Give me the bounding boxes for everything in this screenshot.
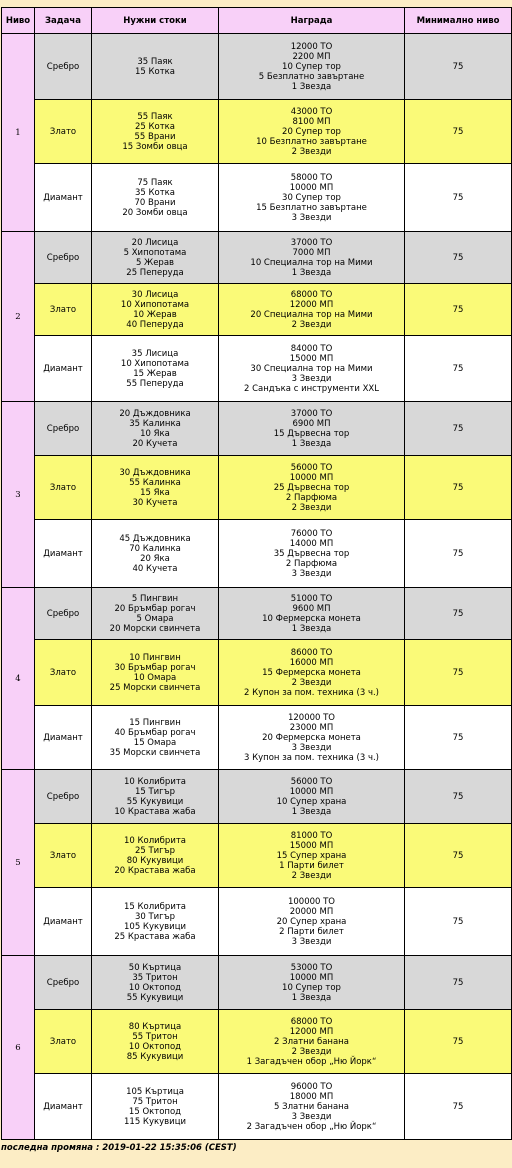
goods-line: 35 Тритон — [132, 972, 178, 983]
reward-line: 76000 ТО — [290, 528, 333, 539]
goods-line: 85 Кукувици — [126, 1051, 184, 1062]
header-row — [2, 8, 512, 34]
reward-line: 2 Звезди — [291, 502, 332, 513]
goods-cell — [92, 888, 219, 956]
goods-cell — [92, 402, 219, 456]
min-level-cell: 75 — [405, 706, 512, 770]
min-level-cell: 75 — [405, 232, 512, 284]
goods-line: 55 Кукувици — [126, 796, 184, 807]
level-cell: 4 — [2, 588, 35, 770]
reward-line: 12000 МП — [289, 1026, 334, 1037]
goods-line: 20 Яка — [140, 553, 170, 564]
reward-line: 15000 МП — [289, 353, 334, 364]
goods-line: 5 Пингвин — [131, 593, 179, 604]
min-level-cell: 75 — [405, 520, 512, 588]
reward-line: 100000 ТО — [287, 896, 336, 907]
table-row — [2, 284, 512, 336]
task-cell: Злато — [35, 284, 92, 336]
goods-line: 10 Колибрита — [123, 835, 187, 846]
task-cell: Диамант — [35, 164, 92, 232]
reward-line: 10 Супер тор — [282, 982, 341, 993]
reward-line: 9600 МП — [292, 603, 331, 614]
task-cell: Злато — [35, 1010, 92, 1074]
goods-line: 40 Бръмбар рогач — [114, 727, 196, 738]
goods-line: 115 Кукувици — [124, 1116, 186, 1127]
goods-line: 20 Дъждовника — [119, 408, 191, 419]
table-row — [2, 34, 512, 100]
reward-cell — [219, 100, 405, 164]
goods-line: 10 Жерав — [133, 309, 177, 320]
reward-cell — [219, 164, 405, 232]
goods-line: 20 Морски свинчета — [109, 623, 201, 634]
goods-line: 10 Октопод — [128, 1041, 182, 1052]
reward-line: 10000 МП — [289, 182, 334, 193]
reward-line: 14000 МП — [289, 538, 334, 549]
goods-line: 20 Кучета — [132, 438, 178, 449]
table-row — [2, 1010, 512, 1074]
goods-line: 10 Яка — [140, 428, 170, 439]
reward-cell — [219, 956, 405, 1010]
reward-line: 35 Дървесна тор — [273, 548, 350, 559]
table-row — [2, 706, 512, 770]
reward-line: 51000 ТО — [290, 593, 333, 604]
table-row — [2, 456, 512, 520]
task-cell: Злато — [35, 456, 92, 520]
table-row — [2, 588, 512, 640]
goods-line: 30 Дъждовника — [119, 467, 191, 478]
reward-line: 12000 МП — [289, 299, 334, 310]
header-min-level: Минимално ниво — [405, 8, 512, 34]
reward-line: 30 Специална тор на Мими — [250, 363, 373, 374]
reward-cell — [219, 520, 405, 588]
goods-line: 15 Тигър — [134, 786, 176, 797]
reward-line: 20 Фермерска монета — [262, 732, 361, 743]
reward-line: 120000 ТО — [287, 712, 336, 723]
reward-line: 1 Звезда — [291, 806, 332, 817]
table-row — [2, 520, 512, 588]
goods-line: 40 Кучета — [132, 563, 178, 574]
reward-line: 3 Звезди — [291, 936, 332, 947]
level-cell: 2 — [2, 232, 35, 402]
reward-line: 15 Фермерска монета — [262, 667, 361, 678]
reward-line: 2200 МП — [292, 51, 331, 62]
goods-line: 40 Пеперуда — [126, 319, 184, 330]
goods-cell — [92, 284, 219, 336]
goods-line: 80 Къртица — [128, 1021, 182, 1032]
table-row — [2, 100, 512, 164]
reward-line: 1 Звезда — [291, 81, 332, 92]
goods-line: 55 Паяк — [137, 111, 173, 122]
task-cell: Диамант — [35, 520, 92, 588]
goods-line: 20 Лисица — [131, 237, 179, 248]
goods-cell — [92, 824, 219, 888]
min-level-cell: 75 — [405, 34, 512, 100]
reward-line: 2 Парти билет — [279, 926, 344, 937]
reward-cell — [219, 232, 405, 284]
reward-line: 3 Звезди — [291, 373, 332, 384]
min-level-cell: 75 — [405, 1010, 512, 1074]
table-row — [2, 232, 512, 284]
goods-line: 75 Тритон — [132, 1096, 178, 1107]
task-cell: Диамант — [35, 706, 92, 770]
goods-line: 70 Калинка — [129, 543, 181, 554]
reward-cell — [219, 588, 405, 640]
reward-line: 53000 ТО — [290, 962, 333, 973]
table-row — [2, 164, 512, 232]
min-level-cell: 75 — [405, 402, 512, 456]
reward-line: 10 Фермерска монета — [262, 613, 361, 624]
rewards-table — [1, 7, 512, 1140]
goods-line: 25 Морски свинчета — [109, 682, 201, 693]
table-row — [2, 956, 512, 1010]
reward-cell — [219, 706, 405, 770]
reward-line: 5 Златни банана — [274, 1101, 349, 1112]
min-level-cell: 75 — [405, 888, 512, 956]
reward-line: 10 Супер тор — [282, 61, 341, 72]
table-row — [2, 640, 512, 706]
reward-cell — [219, 402, 405, 456]
min-level-cell: 75 — [405, 284, 512, 336]
reward-line: 16000 МП — [289, 657, 334, 668]
goods-line: 10 Хипопотама — [120, 358, 190, 369]
reward-line: 15 Супер храна — [276, 850, 347, 861]
goods-line: 55 Врани — [134, 131, 176, 142]
reward-line: 81000 ТО — [290, 830, 333, 841]
min-level-cell: 75 — [405, 770, 512, 824]
reward-line: 37000 ТО — [290, 237, 333, 248]
reward-cell — [219, 770, 405, 824]
goods-line: 15 Котка — [134, 66, 176, 77]
goods-line: 10 Крастава жаба — [114, 806, 196, 817]
reward-line: 68000 ТО — [290, 1016, 333, 1027]
reward-line: 2 Парфюма — [285, 558, 338, 569]
task-cell: Сребро — [35, 588, 92, 640]
goods-line: 20 Бръмбар рогач — [114, 603, 196, 614]
task-cell: Сребро — [35, 34, 92, 100]
goods-line: 15 Октопод — [128, 1106, 182, 1117]
reward-cell — [219, 640, 405, 706]
task-cell: Злато — [35, 100, 92, 164]
min-level-cell: 75 — [405, 456, 512, 520]
reward-line: 20 Супер тор — [282, 126, 341, 137]
reward-cell — [219, 284, 405, 336]
goods-line: 10 Колибрита — [123, 776, 187, 787]
goods-cell — [92, 164, 219, 232]
goods-cell — [92, 232, 219, 284]
goods-cell — [92, 1010, 219, 1074]
reward-line: 56000 ТО — [290, 462, 333, 473]
goods-line: 80 Кукувици — [126, 855, 184, 866]
reward-line: 20 Специална тор на Мими — [250, 309, 373, 320]
reward-line: 2 Звезди — [291, 870, 332, 881]
reward-line: 15000 МП — [289, 840, 334, 851]
reward-line: 15 Дървесна тор — [273, 428, 350, 439]
goods-line: 20 Крастава жаба — [114, 865, 196, 876]
reward-line: 86000 ТО — [290, 647, 333, 658]
task-cell: Диамант — [35, 888, 92, 956]
goods-line: 20 Зомби овца — [122, 207, 188, 218]
reward-line: 2 Звезди — [291, 1046, 332, 1057]
goods-line: 45 Дъждовника — [119, 533, 191, 544]
reward-line: 2 Звезди — [291, 146, 332, 157]
goods-cell — [92, 956, 219, 1010]
goods-line: 30 Лисица — [131, 289, 179, 300]
reward-line: 10000 МП — [289, 972, 334, 983]
goods-line: 15 Зомби овца — [122, 141, 188, 152]
goods-line: 35 Паяк — [137, 56, 173, 67]
goods-cell — [92, 706, 219, 770]
reward-line: 2 Звезди — [291, 319, 332, 330]
goods-line: 10 Пингвин — [129, 652, 181, 663]
goods-line: 15 Пингвин — [129, 717, 181, 728]
task-cell: Сребро — [35, 956, 92, 1010]
goods-line: 15 Жерав — [133, 368, 177, 379]
goods-line: 105 Кукувици — [124, 921, 186, 932]
goods-line: 35 Котка — [134, 187, 176, 198]
last-modified: последна промяна : 2019-01-22 15:35:06 (CEST) — [1, 1143, 237, 1153]
reward-line: 1 Парти билет — [279, 860, 344, 871]
task-cell: Злато — [35, 824, 92, 888]
reward-line: 2 Загадъчен обор „Ню Йорк“ — [246, 1121, 377, 1132]
goods-cell — [92, 100, 219, 164]
level-cell: 1 — [2, 34, 35, 232]
goods-line: 5 Хипопотама — [123, 247, 187, 258]
goods-line: 10 Омара — [133, 672, 177, 683]
reward-line: 1 Звезда — [291, 992, 332, 1003]
reward-cell — [219, 456, 405, 520]
reward-line: 68000 ТО — [290, 289, 333, 300]
reward-line: 96000 ТО — [290, 1081, 333, 1092]
goods-cell — [92, 770, 219, 824]
reward-line: 2 Звезди — [291, 677, 332, 688]
reward-cell — [219, 824, 405, 888]
goods-line: 35 Калинка — [129, 418, 181, 429]
task-cell: Диамант — [35, 1074, 92, 1140]
reward-line: 3 Звезди — [291, 568, 332, 579]
goods-line: 15 Колибрита — [123, 901, 187, 912]
goods-line: 25 Тигър — [134, 845, 176, 856]
table-row — [2, 888, 512, 956]
min-level-cell: 75 — [405, 588, 512, 640]
task-cell: Диамант — [35, 336, 92, 402]
reward-line: 3 Звезди — [291, 742, 332, 753]
reward-line: 1 Загадъчен обор „Ню Йорк“ — [246, 1056, 377, 1067]
goods-line: 10 Октопод — [128, 982, 182, 993]
reward-line: 10000 МП — [289, 786, 334, 797]
reward-line: 3 Звезди — [291, 212, 332, 223]
goods-line: 50 Къртица — [128, 962, 182, 973]
goods-cell — [92, 34, 219, 100]
reward-line: 15 Безплатно завъртане — [256, 202, 367, 213]
reward-line: 56000 ТО — [290, 776, 333, 787]
goods-line: 5 Омара — [136, 613, 174, 624]
level-cell: 6 — [2, 956, 35, 1140]
goods-line: 15 Омара — [133, 737, 177, 748]
table-row — [2, 336, 512, 402]
reward-line: 7000 МП — [292, 247, 331, 258]
reward-cell — [219, 1074, 405, 1140]
goods-line: 5 Жерав — [135, 257, 175, 268]
reward-line: 20 Супер храна — [276, 916, 347, 927]
reward-line: 23000 МП — [289, 722, 334, 733]
reward-line: 84000 ТО — [290, 343, 333, 354]
reward-line: 10 Специална тор на Мими — [250, 257, 373, 268]
goods-cell — [92, 336, 219, 402]
min-level-cell: 75 — [405, 824, 512, 888]
reward-line: 12000 ТО — [290, 41, 333, 52]
reward-line: 30 Супер тор — [282, 192, 341, 203]
task-cell: Злато — [35, 640, 92, 706]
reward-cell — [219, 336, 405, 402]
reward-line: 8100 МП — [292, 116, 331, 127]
goods-cell — [92, 1074, 219, 1140]
header-task: Задача — [35, 8, 92, 34]
goods-line: 25 Пеперуда — [126, 267, 184, 278]
reward-line: 3 Купон за пом. техника (3 ч.) — [244, 752, 379, 763]
goods-line: 55 Кукувици — [126, 992, 184, 1003]
table-body — [2, 34, 512, 1140]
table-row — [2, 402, 512, 456]
min-level-cell: 75 — [405, 1074, 512, 1140]
goods-line: 25 Котка — [134, 121, 176, 132]
reward-line: 25 Дървесна тор — [273, 482, 350, 493]
reward-line: 6900 МП — [292, 418, 331, 429]
header-level: Ниво — [2, 8, 35, 34]
min-level-cell: 75 — [405, 164, 512, 232]
reward-cell — [219, 1010, 405, 1074]
level-cell: 5 — [2, 770, 35, 956]
task-cell: Сребро — [35, 402, 92, 456]
table-row — [2, 770, 512, 824]
reward-line: 10000 МП — [289, 472, 334, 483]
reward-line: 2 Купон за пом. техника (3 ч.) — [244, 687, 379, 698]
goods-line: 35 Морски свинчета — [109, 747, 201, 758]
goods-line: 55 Калинка — [129, 477, 181, 488]
goods-line: 55 Пеперуда — [126, 378, 184, 389]
reward-line: 18000 МП — [289, 1091, 334, 1102]
reward-line: 2 Сандъка с инструменти XXL — [243, 383, 379, 394]
header-goods: Нужни стоки — [92, 8, 219, 34]
goods-line: 15 Яка — [140, 487, 170, 498]
reward-cell — [219, 34, 405, 100]
level-cell: 3 — [2, 402, 35, 588]
goods-line: 55 Тритон — [132, 1031, 178, 1042]
table-row — [2, 1074, 512, 1140]
header-reward: Награда — [219, 8, 405, 34]
reward-line: 58000 ТО — [290, 172, 333, 183]
reward-line: 43000 ТО — [290, 106, 333, 117]
task-cell: Сребро — [35, 232, 92, 284]
goods-line: 35 Лисица — [131, 348, 179, 359]
reward-line: 1 Звезда — [291, 267, 332, 278]
reward-line: 10 Супер храна — [276, 796, 347, 807]
reward-line: 3 Звезди — [291, 1111, 332, 1122]
goods-cell — [92, 588, 219, 640]
goods-line: 105 Къртица — [126, 1086, 184, 1097]
reward-line: 2 Златни банана — [274, 1036, 349, 1047]
goods-line: 70 Врани — [134, 197, 176, 208]
goods-cell — [92, 520, 219, 588]
table-row — [2, 824, 512, 888]
reward-cell — [219, 888, 405, 956]
goods-line: 10 Хипопотама — [120, 299, 190, 310]
min-level-cell: 75 — [405, 640, 512, 706]
reward-line: 5 Безплатно завъртане — [258, 71, 365, 82]
goods-line: 30 Кучета — [132, 497, 178, 508]
goods-line: 30 Тигър — [134, 911, 176, 922]
min-level-cell: 75 — [405, 956, 512, 1010]
reward-line: 1 Звезда — [291, 438, 332, 449]
goods-line: 25 Крастава жаба — [114, 931, 196, 942]
min-level-cell: 75 — [405, 336, 512, 402]
reward-line: 2 Парфюма — [285, 492, 338, 503]
reward-line: 20000 МП — [289, 906, 334, 917]
reward-line: 1 Звезда — [291, 623, 332, 634]
goods-line: 30 Бръмбар рогач — [114, 662, 196, 673]
reward-line: 37000 ТО — [290, 408, 333, 419]
task-cell: Сребро — [35, 770, 92, 824]
reward-line: 10 Безплатно завъртане — [256, 136, 367, 147]
min-level-cell: 75 — [405, 100, 512, 164]
goods-cell — [92, 456, 219, 520]
goods-cell — [92, 640, 219, 706]
goods-line: 75 Паяк — [137, 177, 173, 188]
